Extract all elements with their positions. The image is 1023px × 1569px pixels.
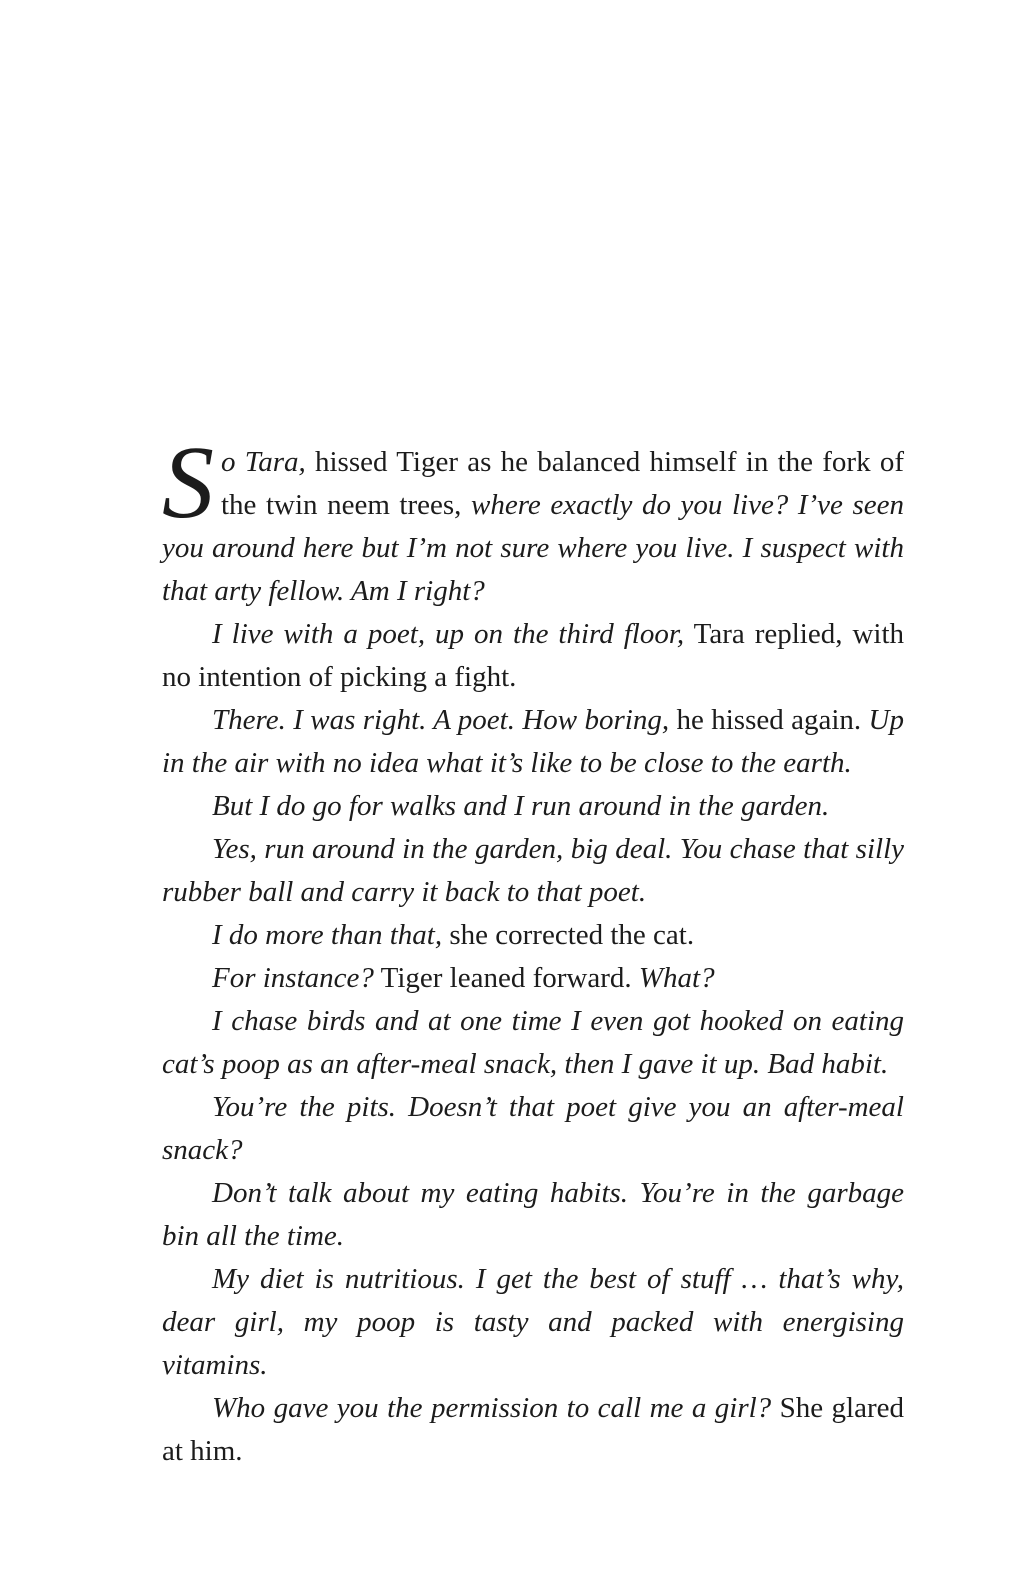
text-segment: You’re the pits. Doesn’t that poet give you an after-meal snack? bbox=[162, 1091, 904, 1166]
paragraph bbox=[162, 1086, 904, 1172]
text-segment: There. I was right. A poet. How boring, bbox=[212, 704, 670, 736]
paragraph bbox=[162, 957, 904, 1000]
text-segment: he hissed again. bbox=[669, 704, 869, 736]
text-segment: hissed Tiger as he balanced himself in the fork of the twin neem trees, bbox=[221, 446, 904, 521]
paragraph bbox=[162, 1000, 904, 1086]
text-segment: But I do go for walks and I run around in the garden. bbox=[212, 790, 830, 822]
text-segment: Don’t talk about my eating habits. You’re in the garbage bin all the time. bbox=[162, 1177, 904, 1252]
paragraph bbox=[162, 785, 904, 828]
text-segment: I chase birds and at one time I even got hooked on eating cat’s poop as an after-meal snack, then I gave it up. Bad habit. bbox=[162, 1005, 904, 1080]
paragraph bbox=[162, 699, 904, 785]
text-segment: Yes, run around in the garden, big deal. You chase that silly rubber ball and carry it back to that poet. bbox=[162, 833, 904, 908]
text-segment: She glared at him. bbox=[162, 1392, 904, 1467]
text-segment: I do more than that, bbox=[212, 919, 443, 951]
text-segment: For instance? bbox=[212, 962, 374, 994]
paragraph bbox=[162, 1387, 904, 1473]
text-segment: What? bbox=[638, 962, 715, 994]
drop-cap: S bbox=[162, 425, 214, 540]
text-segment: Tiger leaned forward. bbox=[373, 962, 639, 994]
text-segment: Tara replied, with no intention of picking a fight. bbox=[162, 618, 905, 693]
text-segment: My diet is nutritious. I get the best of stuff … that’s why, dear girl, my poop is tasty and packed with energising vitamins. bbox=[162, 1263, 904, 1381]
paragraph bbox=[162, 1258, 904, 1387]
text-segment: she corrected the cat. bbox=[442, 919, 695, 951]
text-segment: where exactly do you live? I’ve seen you around here but I’m not sure where you live. I suspect with that arty fellow. Am I right? bbox=[162, 489, 904, 607]
paragraph bbox=[162, 828, 904, 914]
text-segment: Who gave you the permission to call me a girl? bbox=[212, 1392, 772, 1424]
paragraph bbox=[162, 914, 904, 957]
paragraph bbox=[162, 613, 904, 699]
text-segment: o Tara, bbox=[221, 446, 306, 478]
text-segment: Up in the air with no idea what it’s like to be close to the earth. bbox=[162, 704, 904, 779]
text-segment: I live with a poet, up on the third floor, bbox=[212, 618, 685, 650]
body-text bbox=[162, 425, 905, 1473]
paragraph bbox=[162, 1172, 904, 1258]
paragraph bbox=[162, 425, 904, 613]
